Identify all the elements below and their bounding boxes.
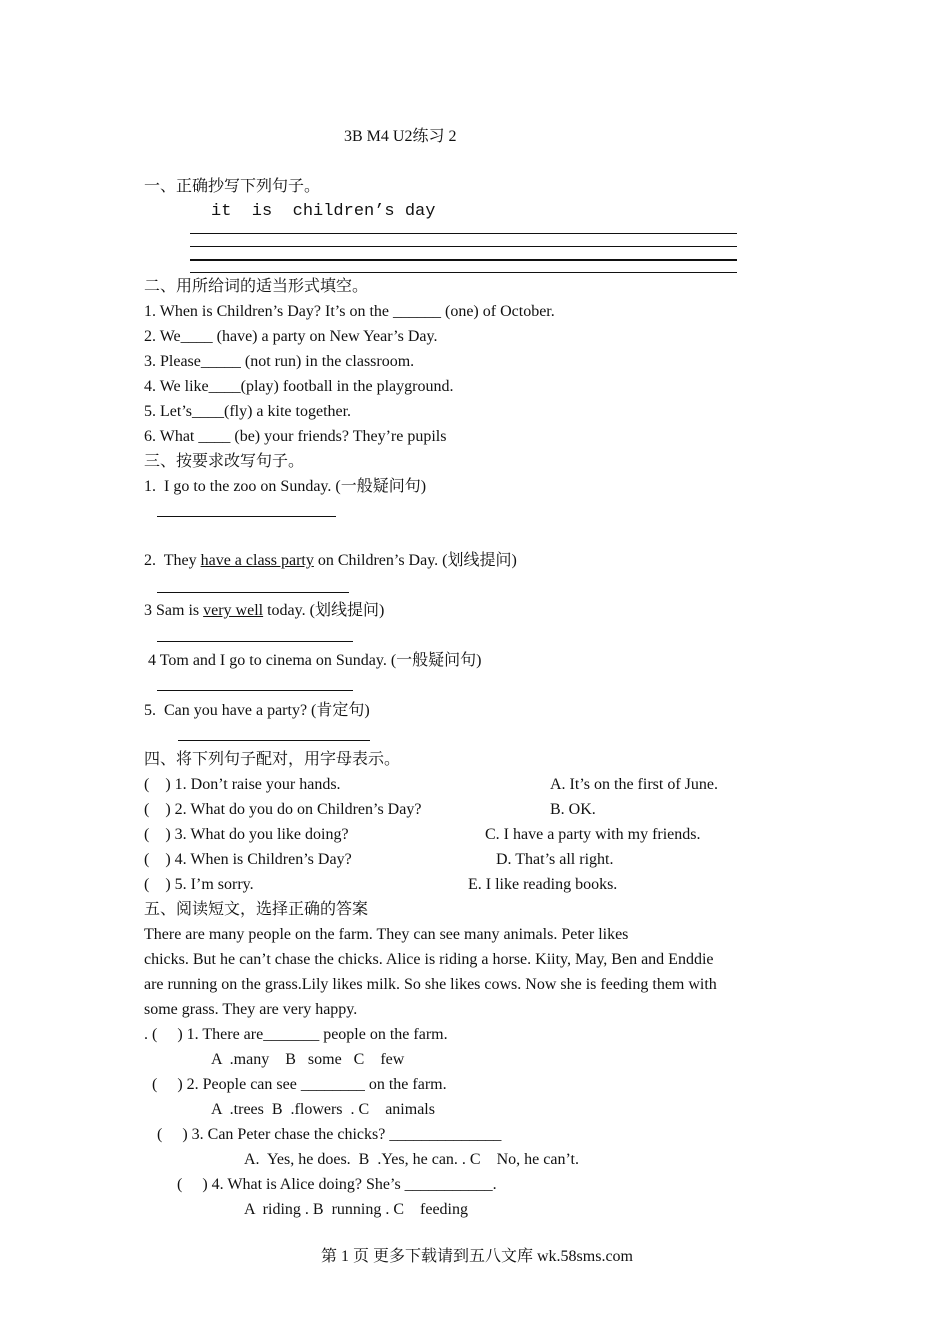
answer-line-3 [157, 641, 353, 642]
match-right-e: E. I like reading books. [468, 876, 618, 893]
match-right-b: B. OK. [550, 801, 596, 818]
match-left-1: ( ) 1. Don’t raise your hands. [144, 776, 341, 793]
fill-item-4: 4. We like____(play) football in the playground. [144, 378, 454, 395]
match-right-c: C. I have a party with my friends. [485, 826, 701, 843]
page-title: 3B M4 U2练习 2 [344, 128, 457, 145]
match-left-3: ( ) 3. What do you like doing? [144, 826, 349, 843]
passage-line-4: some grass. They are very happy. [144, 1001, 358, 1018]
fill-item-6: 6. What ____ (be) your friends? They’re pupils [144, 428, 447, 445]
underlined-phrase: very well [203, 602, 264, 619]
reading-q2-options: A .trees B .flowers . C animals [211, 1101, 435, 1118]
match-right-d: D. That’s all right. [496, 851, 614, 868]
reading-q4-options: A riding . B running . C feeding [244, 1201, 468, 1218]
answer-line-2 [157, 592, 349, 593]
answer-line-1 [157, 516, 336, 517]
reading-q2: ( ) 2. People can see ________ on the farm. [152, 1076, 447, 1093]
match-left-4: ( ) 4. When is Children’s Day? [144, 851, 352, 868]
match-left-5: ( ) 5. I’m sorry. [144, 876, 254, 893]
fill-item-3: 3. Please_____ (not run) in the classroom. [144, 353, 415, 370]
copy-sentence: it is children’s day [211, 202, 436, 221]
answer-line-5 [178, 740, 370, 741]
fill-item-5: 5. Let’s____(fly) a kite together. [144, 403, 352, 420]
writing-line-3 [190, 259, 737, 261]
reading-q1-options: A .many B some C few [211, 1051, 405, 1068]
section-2-heading: 二、用所给词的适当形式填空。 [144, 278, 369, 295]
reading-q3: ( ) 3. Can Peter chase the chicks? ______________ [157, 1126, 502, 1143]
reading-q4: ( ) 4. What is Alice doing? She’s ___________. [177, 1176, 497, 1193]
match-right-a: A. It’s on the first of June. [550, 776, 718, 793]
rewrite-q4: 4 Tom and I go to cinema on Sunday. (一般疑问句) [144, 652, 482, 669]
underlined-phrase: have a class party [200, 552, 314, 569]
reading-q1: . ( ) 1. There are_______ people on the farm. [144, 1026, 448, 1043]
passage-line-2: chicks. But he can’t chase the chicks. Alice is riding a horse. Kiity, May, Ben and Enddie [144, 951, 714, 968]
reading-q3-options: A. Yes, he does. B .Yes, he can. . C No, he can’t. [244, 1151, 579, 1168]
writing-line-2 [190, 246, 737, 247]
rewrite-q5: 5. Can you have a party? (肯定句) [144, 702, 370, 719]
section-5-heading: 五、阅读短文，选择正确的答案 [144, 901, 369, 918]
fill-item-2: 2. We____ (have) a party on New Year’s Day. [144, 328, 438, 345]
fill-item-1: 1. When is Children’s Day? It’s on the ______ (one) of October. [144, 303, 555, 320]
match-left-2: ( ) 2. What do you do on Children’s Day? [144, 801, 422, 818]
passage-line-1: There are many people on the farm. They can see many animals. Peter likes [144, 926, 629, 943]
section-4-heading: 四、将下列句子配对，用字母表示。 [144, 751, 401, 768]
answer-line-4 [157, 690, 353, 691]
writing-line-1 [190, 233, 737, 234]
rewrite-q3: 3 Sam is very well today. (划线提问) [144, 602, 385, 619]
passage-line-3: are running on the grass.Lily likes milk. So she likes cows. Now she is feeding them with [144, 976, 717, 993]
section-1-heading: 一、正确抄写下列句子。 [144, 178, 321, 195]
rewrite-q2: 2. They have a class party on Children’s Day. (划线提问) [144, 552, 517, 569]
writing-line-4 [190, 272, 737, 273]
rewrite-q1: 1. I go to the zoo on Sunday. (一般疑问句) [144, 478, 427, 495]
page-footer: 第 1 页 更多下载请到五八文库 wk.58sms.com [321, 1248, 634, 1265]
section-3-heading: 三、按要求改写句子。 [144, 453, 305, 470]
